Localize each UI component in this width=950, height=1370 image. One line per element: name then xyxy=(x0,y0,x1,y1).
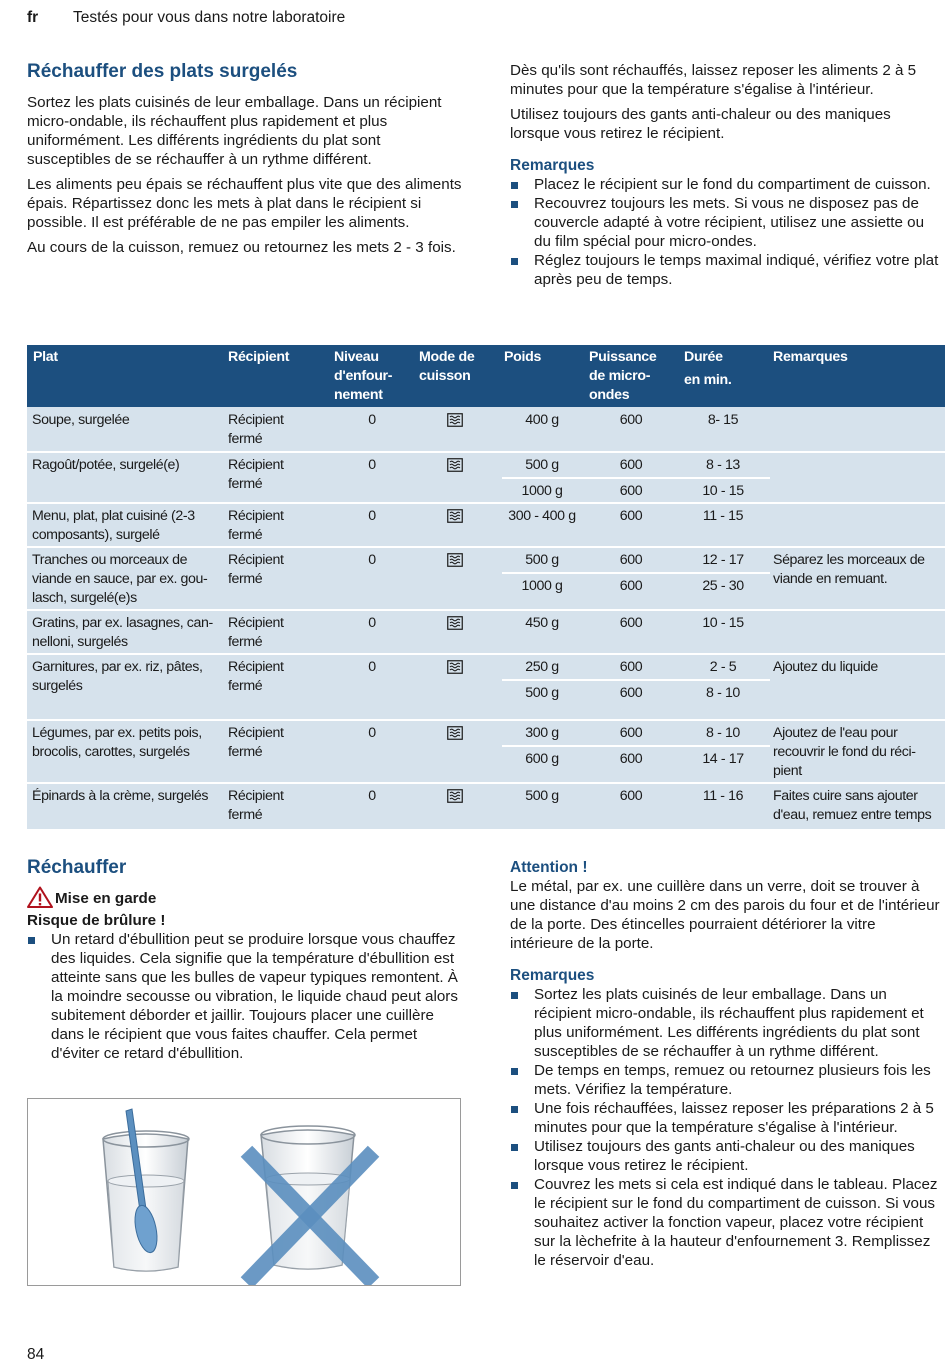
cell-poids: 500 g xyxy=(525,685,559,701)
cell-remarques xyxy=(773,658,943,677)
cell-duree: 25 - 30 xyxy=(702,578,744,594)
cell-line: surgelés xyxy=(32,678,83,694)
cell-line: Récipient xyxy=(228,725,284,741)
attention-heading: Attention ! xyxy=(510,859,588,876)
col-header-plat: Plat xyxy=(33,349,58,365)
cell-puissance: 600 xyxy=(619,725,643,741)
cell-line: fermé xyxy=(228,476,263,492)
cell-line: pient xyxy=(773,763,802,779)
cell-puissance: 600 xyxy=(619,659,643,675)
cell-niveau: 0 xyxy=(368,552,376,568)
row-separator xyxy=(27,782,945,784)
cell-poids: 500 g xyxy=(525,788,559,804)
cell-line: Ajoutez du liquide xyxy=(773,659,878,675)
list-item: Couvrez les mets si cela est indiqué dans le tableau. Placez le récipient sur le fond du compartiment de cuisson. Si vous souhaitez activer la fonction vapeur, placez votre récipient sur la lèchefrite à la hauteur d'enfournement 3. Remplissez le réservoir d'eau. xyxy=(510,1175,942,1270)
microwave-mode-icon xyxy=(447,726,463,740)
warning-subtitle: Risque de brûlure ! xyxy=(27,912,166,929)
cell-poids: 500 g xyxy=(525,457,559,473)
sub-row-separator xyxy=(502,477,770,479)
remarks-list xyxy=(510,985,942,1270)
paragraph: Sortez les plats cuisinés de leur emballage. Dans un récipient micro-ondable, ils réchauffent plus rapidement et plus uniformément. Les différents ingrédients du plat sont susceptibles de se réchauffer à un rythme différent. xyxy=(27,94,442,168)
cell-poids: 300 g xyxy=(525,725,559,741)
left-top-column xyxy=(27,60,467,263)
cell-poids: 500 g xyxy=(525,552,559,568)
cell-poids: 600 g xyxy=(525,751,559,767)
microwave-mode-icon xyxy=(447,509,463,523)
microwave-mode-icon xyxy=(447,458,463,472)
cell-line: d'eau, remuez entre temps xyxy=(773,807,932,823)
language-code: fr xyxy=(27,9,39,26)
cell-line: Récipient xyxy=(228,508,284,524)
cell-plat xyxy=(32,507,222,545)
bullet-square-icon xyxy=(511,201,518,208)
col-header-puissance: Puissance de micro- ondes xyxy=(589,349,657,403)
cell-line: fermé xyxy=(228,571,263,587)
list-item: De temps en temps, remuez ou retournez plusieurs fois les mets. Vérifiez la température. xyxy=(510,1061,942,1099)
paragraph: Au cours de la cuisson, remuez ou retournez les mets 2 - 3 fois. xyxy=(27,239,456,256)
cell-puissance: 600 xyxy=(619,578,643,594)
list-item: Un retard d'ébullition peut se produire lorsque vous chauffez des liquides. Cela signifie que la température d'ébullition est atteinte sans que les bulles de vapeur typiques remontent. À la moindre secousse ou vibration, le liquide chaud peut alors subitement déborder et jaillir. Toujours placer une cuillère dans le récipient que vous faites chauffer. Cela permet d'éviter ce retard d'ébullition. xyxy=(27,930,467,1063)
bullet-square-icon xyxy=(511,1106,518,1113)
attention-text: Le métal, par ex. une cuillère dans un verre, doit se trouver à une distance d'au moins 2 cm des parois du four et de l'intérieur de la porte. Des étincelles pourraient détériorer la vitre intérieure de la porte. xyxy=(510,878,940,952)
table-row xyxy=(27,503,945,547)
paragraph: Utilisez toujours des gants anti-chaleur ou des maniques lorsque vous retirez le récipient. xyxy=(510,106,891,142)
cell-line: fermé xyxy=(228,527,263,543)
col-header-recipient: Récipient xyxy=(228,349,290,365)
cell-recipient xyxy=(228,724,323,762)
cell-duree: 12 - 17 xyxy=(702,552,744,568)
table-row xyxy=(27,654,945,720)
header-title: Testés pour vous dans notre laboratoire xyxy=(73,9,346,26)
row-separator xyxy=(27,653,945,655)
cell-line: Faites cuire sans ajouter xyxy=(773,788,918,804)
cell-remarques xyxy=(773,551,943,589)
table-row xyxy=(27,783,945,829)
cell-line: Récipient xyxy=(228,552,284,568)
cell-recipient xyxy=(228,507,323,545)
cell-line: fermé xyxy=(228,807,263,823)
cell-duree: 8 - 10 xyxy=(706,725,740,741)
cell-niveau: 0 xyxy=(368,457,376,473)
list-item: Réglez toujours le temps maximal indiqué, vérifiez votre plat après peu de temps. xyxy=(510,251,942,289)
row-separator xyxy=(27,719,945,721)
cell-plat xyxy=(32,551,222,608)
cell-recipient xyxy=(228,456,323,494)
col-header-mode: Mode de cuisson xyxy=(419,349,475,384)
cell-plat xyxy=(32,724,222,762)
cell-poids: 1000 g xyxy=(521,483,563,499)
remarks-list xyxy=(510,175,942,289)
spoon-in-glass-illustration xyxy=(27,1098,461,1286)
cell-puissance: 600 xyxy=(619,552,643,568)
cell-line: fermé xyxy=(228,634,263,650)
cell-niveau: 0 xyxy=(368,508,376,524)
bullet-square-icon xyxy=(511,182,518,189)
bullet-square-icon xyxy=(28,937,35,944)
cell-line: Garnitures, par ex. riz, pâtes, xyxy=(32,659,203,675)
heating-table xyxy=(27,345,945,829)
cell-plat xyxy=(32,456,222,475)
microwave-mode-icon xyxy=(447,553,463,567)
cell-plat xyxy=(32,411,222,430)
table-row xyxy=(27,547,945,610)
cell-recipient xyxy=(228,787,323,825)
warning-title: Mise en garde xyxy=(55,890,157,907)
cell-line: fermé xyxy=(228,744,263,760)
cell-duree: 8 - 13 xyxy=(706,457,740,473)
microwave-mode-icon xyxy=(447,616,463,630)
cell-line: viande en remuant. xyxy=(773,571,888,587)
remarks-heading: Remarques xyxy=(510,967,595,984)
cell-poids: 1000 g xyxy=(521,578,563,594)
right-bottom-column xyxy=(510,858,942,1270)
cell-puissance: 600 xyxy=(619,483,643,499)
cell-line: Récipient xyxy=(228,788,284,804)
sub-row-separator xyxy=(502,572,770,574)
left-bottom-column xyxy=(27,856,467,1063)
cell-niveau: 0 xyxy=(368,788,376,804)
row-separator xyxy=(27,609,945,611)
cell-line: brocolis, carottes, surgelés xyxy=(32,744,190,760)
cell-plat xyxy=(32,614,222,652)
cell-recipient xyxy=(228,551,323,589)
col-header-duree: Durée en min. xyxy=(684,349,732,388)
bullet-square-icon xyxy=(511,1144,518,1151)
section-heading-frozen: Réchauffer des plats surgelés xyxy=(27,61,298,82)
microwave-mode-icon xyxy=(447,660,463,674)
cell-puissance: 600 xyxy=(619,412,643,428)
cell-line: Ajoutez de l'eau pour xyxy=(773,725,898,741)
sub-row-separator xyxy=(502,679,770,681)
cell-recipient xyxy=(228,658,323,696)
cell-duree: 10 - 15 xyxy=(702,483,744,499)
cell-duree: 8 - 10 xyxy=(706,685,740,701)
microwave-mode-icon xyxy=(447,789,463,803)
cell-line: fermé xyxy=(228,431,263,447)
bullet-square-icon xyxy=(511,258,518,265)
cell-line: composants), surgelé xyxy=(32,527,160,543)
cell-niveau: 0 xyxy=(368,659,376,675)
glass-with-spoon xyxy=(103,1109,189,1271)
cell-poids: 250 g xyxy=(525,659,559,675)
cell-puissance: 600 xyxy=(619,457,643,473)
table-header xyxy=(27,345,945,407)
cell-duree: 11 - 16 xyxy=(702,788,744,804)
list-item: Placez le récipient sur le fond du compartiment de cuisson. xyxy=(510,175,942,194)
sub-row-separator xyxy=(502,745,770,747)
cell-poids: 450 g xyxy=(525,615,559,631)
bullet-square-icon xyxy=(511,992,518,999)
col-header-poids: Poids xyxy=(504,349,542,365)
paragraph: Les aliments peu épais se réchauffent plus vite que des aliments épais. Répartissez donc les mets à plat dans le récipient si possible. Il est préférable de ne pas empiler les aliments. xyxy=(27,176,462,231)
col-header-niveau: Niveau d'enfour- nement xyxy=(334,349,393,403)
cell-line: Soupe, surgelée xyxy=(32,412,130,428)
col-header-remarques: Remarques xyxy=(773,349,848,365)
cell-remarques xyxy=(773,787,943,825)
cell-duree: 14 - 17 xyxy=(702,751,744,767)
cell-line: Récipient xyxy=(228,457,284,473)
cell-line: Légumes, par ex. petits pois, xyxy=(32,725,202,741)
cell-duree: 10 - 15 xyxy=(702,615,744,631)
cell-plat xyxy=(32,658,222,696)
table-row xyxy=(27,452,945,503)
list-item: Sortez les plats cuisinés de leur emballage. Dans un récipient micro-ondable, ils réchauffent plus rapidement et plus uniformément. Les différents ingrédients du plat sont susceptibles de se réchauffer à un rythme différent. xyxy=(510,985,942,1061)
bullet-square-icon xyxy=(511,1068,518,1075)
remarks-heading: Remarques xyxy=(510,157,595,174)
glasses-illustration xyxy=(28,1099,460,1285)
cell-line: Récipient xyxy=(228,659,284,675)
cell-poids: 300 - 400 g xyxy=(508,508,576,524)
cell-line: Menu, plat, plat cuisiné (2-3 xyxy=(32,508,195,524)
cell-poids: 400 g xyxy=(525,412,559,428)
cell-line: Séparez les morceaux de xyxy=(773,552,925,568)
right-top-column xyxy=(510,61,942,289)
cell-puissance: 600 xyxy=(619,751,643,767)
cell-line: viande en sauce, par ex. gou- xyxy=(32,571,208,587)
page-number: 84 xyxy=(27,1346,45,1363)
page-header xyxy=(27,8,927,30)
cell-line: Récipient xyxy=(228,615,284,631)
cell-puissance: 600 xyxy=(619,615,643,631)
cell-remarques xyxy=(773,724,943,781)
bullet-square-icon xyxy=(511,1182,518,1189)
cell-line: recouvrir le fond du réci- xyxy=(773,744,916,760)
cell-puissance: 600 xyxy=(619,685,643,701)
cell-line: lasch, surgelé(e)s xyxy=(32,590,137,606)
cell-recipient xyxy=(228,614,323,652)
cell-line: Gratins, par ex. lasagnes, can- xyxy=(32,615,213,631)
cell-line: Ragoût/potée, surgelé(e) xyxy=(32,457,180,473)
paragraph: Dès qu'ils sont réchauffés, laissez reposer les aliments 2 à 5 minutes pour que la température s'égalise à l'intérieur. xyxy=(510,62,917,98)
warning-title-row xyxy=(27,889,467,911)
section-heading-reheat: Réchauffer xyxy=(27,857,127,878)
cell-plat xyxy=(32,787,222,806)
cell-puissance: 600 xyxy=(619,508,643,524)
cell-recipient xyxy=(228,411,323,449)
row-separator xyxy=(27,502,945,504)
list-item: Une fois réchauffées, laissez reposer les préparations 2 à 5 minutes pour que la température s'égalise à l'intérieur. xyxy=(510,1099,942,1137)
table-row xyxy=(27,407,945,452)
list-item: Utilisez toujours des gants anti-chaleur ou des maniques lorsque vous retirez le récipient. xyxy=(510,1137,942,1175)
cell-duree: 11 - 15 xyxy=(702,508,744,524)
cell-line: Épinards à la crème, surgelés xyxy=(32,788,209,804)
cell-duree: 8- 15 xyxy=(707,412,739,428)
table-row xyxy=(27,720,945,783)
cell-niveau: 0 xyxy=(368,725,376,741)
cell-line: Tranches ou morceaux de xyxy=(32,552,188,568)
cell-niveau: 0 xyxy=(368,615,376,631)
row-separator xyxy=(27,451,945,453)
cell-puissance: 600 xyxy=(619,788,643,804)
cell-line: nelloni, surgelés xyxy=(32,634,128,650)
warning-list xyxy=(27,930,467,1063)
row-separator xyxy=(27,546,945,548)
cell-niveau: 0 xyxy=(368,412,376,428)
cell-duree: 2 - 5 xyxy=(709,659,737,675)
cell-line: fermé xyxy=(228,678,263,694)
microwave-mode-icon xyxy=(447,413,463,427)
list-item: Recouvrez toujours les mets. Si vous ne disposez pas de couvercle adapté à votre récipient, utilisez une assiette ou du film spécial pour micro-ondes. xyxy=(510,194,942,251)
table-row xyxy=(27,610,945,654)
cell-line: Récipient xyxy=(228,412,284,428)
warning-triangle-icon xyxy=(27,886,53,908)
